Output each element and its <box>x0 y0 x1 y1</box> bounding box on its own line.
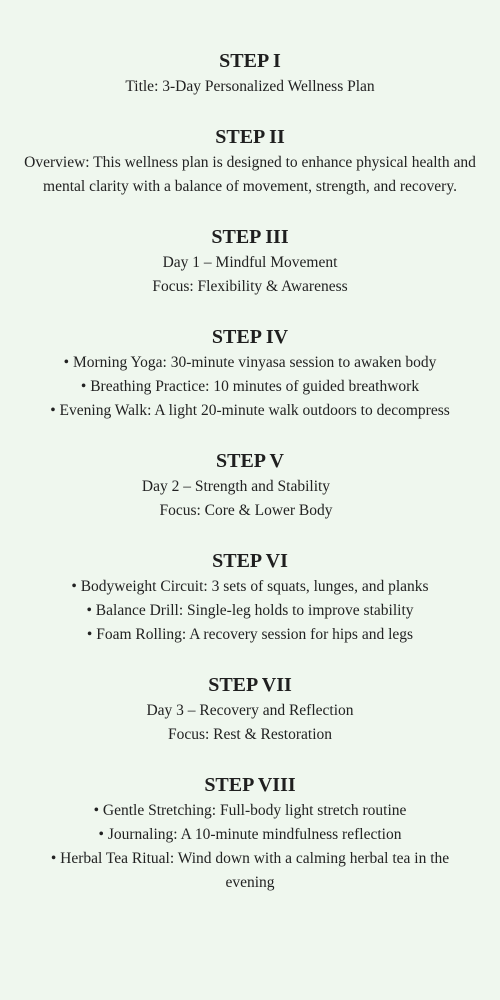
day-heading: Day 3 – Recovery and Reflection <box>146 702 354 719</box>
activity-list-item: • Foam Rolling: A recovery session for hips and legs <box>86 626 414 643</box>
day-focus: Focus: Core & Lower Body <box>159 502 333 519</box>
activity-list-item: • Breathing Practice: 10 minutes of guided breathwork <box>80 378 420 395</box>
activity-list-item: • Evening Walk: A light 20-minute walk outdoors to decompress <box>50 402 450 419</box>
day-heading: Day 1 – Mindful Movement <box>162 254 338 271</box>
activity-list-item: • Bodyweight Circuit: 3 sets of squats, lunges, and planks <box>71 578 429 595</box>
plan-title-line: Title: 3-Day Personalized Wellness Plan <box>125 78 375 95</box>
step-title: STEP I <box>219 50 281 72</box>
day-focus: Focus: Rest & Restoration <box>167 726 333 743</box>
step-2 <box>0 125 500 199</box>
activity-list-item: • Balance Drill: Single-leg holds to improve stability <box>86 602 414 619</box>
step-5 <box>0 449 500 523</box>
step-1 <box>0 49 500 99</box>
overview-paragraph: Overview: This wellness plan is designed to enhance physical health and mental clarity with a balance of movement, strength, and recovery. <box>24 154 476 195</box>
step-title: STEP II <box>215 126 285 148</box>
step-7 <box>0 673 500 747</box>
step-title: STEP VI <box>212 550 288 572</box>
step-6 <box>0 549 500 647</box>
step-title: STEP III <box>211 226 289 248</box>
day-focus: Focus: Flexibility & Awareness <box>152 278 348 295</box>
step-title: STEP V <box>216 450 284 472</box>
activity-list-item: • Gentle Stretching: Full-body light stretch routine <box>93 802 407 819</box>
step-4 <box>0 325 500 423</box>
activity-list-item: • Herbal Tea Ritual: Wind down with a calming herbal tea in the evening <box>50 850 450 891</box>
step-3 <box>0 225 500 299</box>
activity-list-item: • Morning Yoga: 30-minute vinyasa session to awaken body <box>63 354 437 371</box>
step-title: STEP VII <box>208 674 292 696</box>
activity-list-item: • Journaling: A 10-minute mindfulness reflection <box>98 826 402 843</box>
day-heading: Day 2 – Strength and Stability <box>141 478 331 495</box>
step-8 <box>0 773 500 895</box>
step-title: STEP VIII <box>204 774 296 796</box>
step-title: STEP IV <box>211 326 289 348</box>
